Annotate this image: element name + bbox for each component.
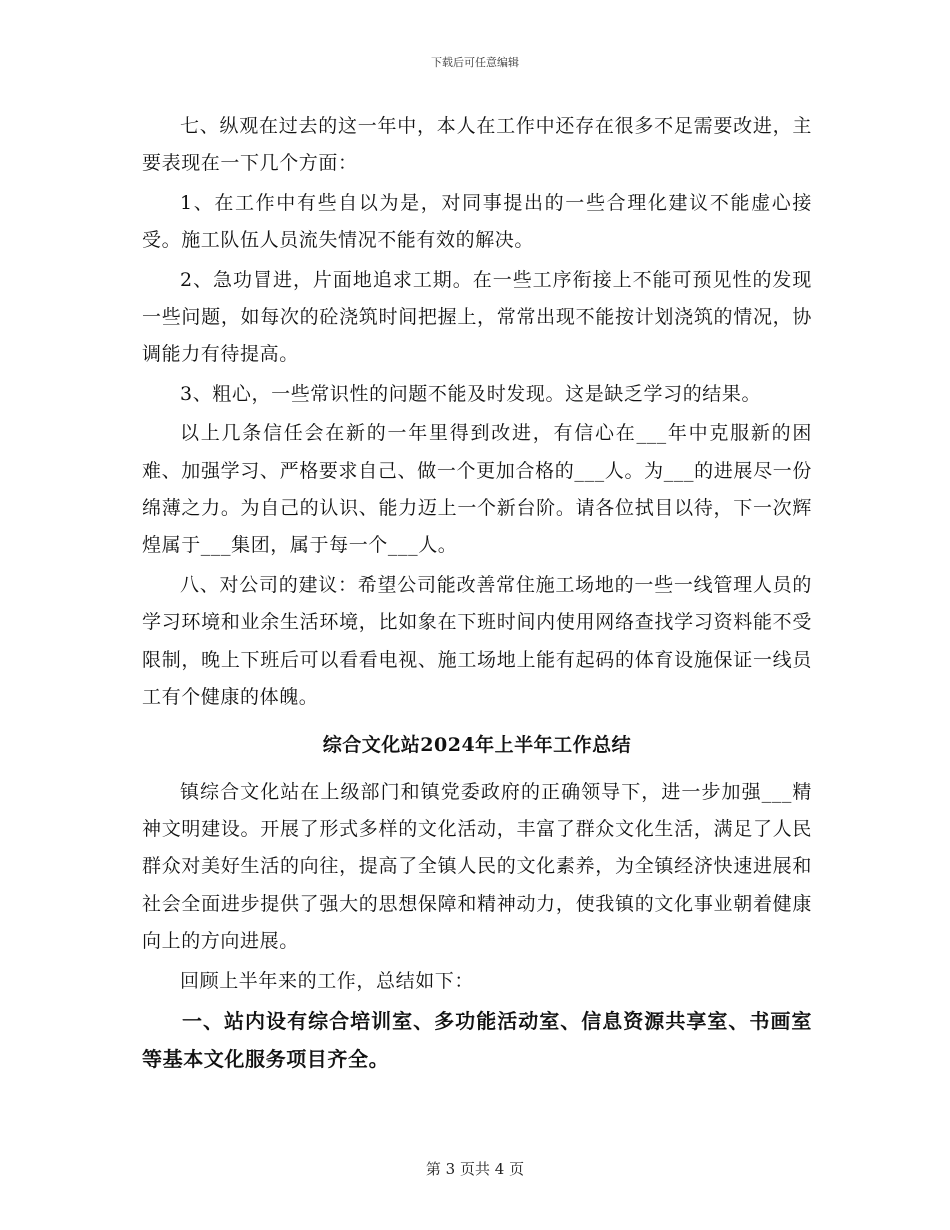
document-title: 综合文化站2024年上半年工作总结 [322, 733, 632, 756]
section-heading-one: 一、站内设有综合培训室、多功能活动室、信息资源共享室、书画室等基本文化服务项目齐全。 [142, 1008, 812, 1071]
paragraph-company-suggestion: 八、对公司的建议：希望公司能改善常住施工场地的一些一线管理人员的学习环境和业余生活环境，比如象在下班时间内使用网络查找学习资料能不受限制，晚上下班后可以看看电视、施工场地上能有起码的体育设施保证一线员工有个健康的体魄。 [142, 573, 812, 709]
paragraph-improvement-intro: 七、纵观在过去的这一年中，本人在工作中还存在很多不足需要改进，主要表现在一下几个方面： [142, 115, 812, 175]
paragraph-improvement-item-2: 2、急功冒进，片面地追求工期。在一些工序衔接上不能可预见性的发现一些问题，如每次的砼浇筑时间把握上，常常出现不能按计划浇筑的情况，协调能力有待提高。 [142, 268, 812, 366]
paragraph-improvement-item-3: 3、粗心，一些常识性的问题不能及时发现。这是缺乏学习的结果。 [180, 382, 762, 405]
paragraph-improvement-commitment: 以上几条信任会在新的一年里得到改进，有信心在___年中克服新的困难、加强学习、严格要求自己、做一个更加合格的___人。为___的进展尽一份绵薄之力。为自己的认识、能力迈上一个新台阶。请各位拭目以待，下一次辉煌属于___集团，属于每一个___人。 [142, 422, 812, 557]
page-number: 第 3 页共 4 页 [425, 1160, 525, 1178]
page-header: 下载后可任意编辑 [431, 56, 519, 69]
paragraph-station-overview: 镇综合文化站在上级部门和镇党委政府的正确领导下，进一步加强___精神文明建设。开展了形式多样的文化活动，丰富了群众文化生活，满足了人民群众对美好生活的向往，提高了全镇人民的文化素养，为全镇经济快速进展和社会全面进步提供了强大的思想保障和精神动力，使我镇的文化事业朝着健康向上的方向进展。 [142, 780, 812, 953]
paragraph-review-intro: 回顾上半年来的工作，总结如下： [180, 969, 475, 992]
document-body [142, 108, 812, 1080]
paragraph-improvement-item-1: 1、在工作中有些自以为是，对同事提出的一些合理化建议不能虚心接受。施工队伍人员流失情况不能有效的解决。 [142, 191, 812, 252]
